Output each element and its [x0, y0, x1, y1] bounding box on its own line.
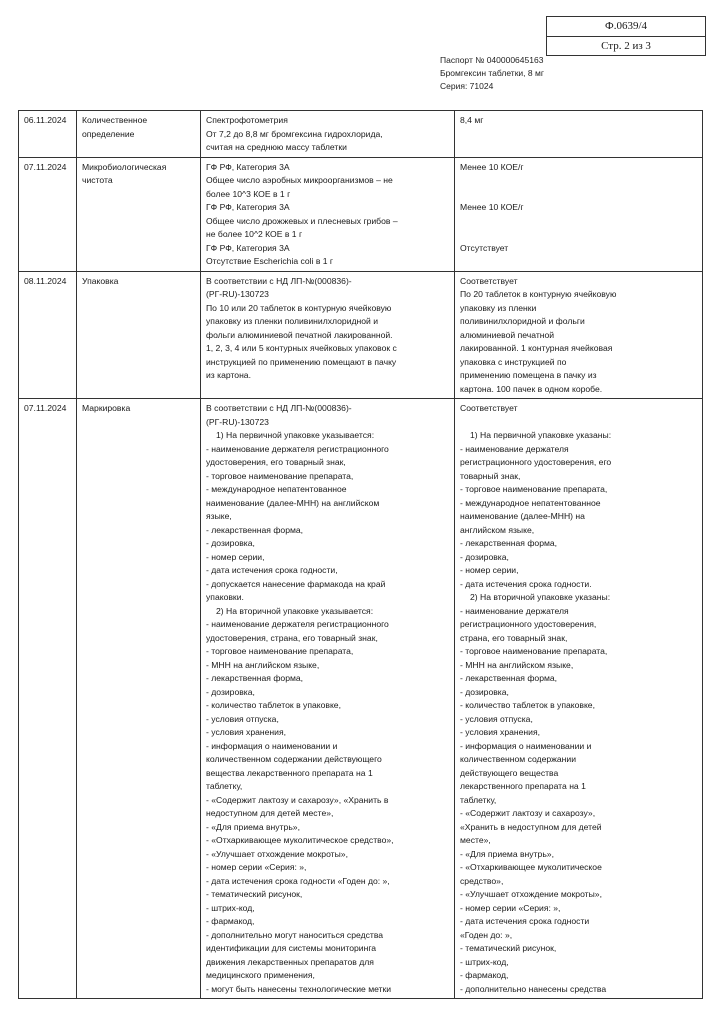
test-result-line: - международное непатентованное	[460, 497, 601, 508]
test-requirement-line: (РГ-RU)-130723	[206, 416, 269, 427]
test-result-line: наименование (далее-МНН) на	[460, 511, 585, 521]
table-row	[19, 399, 703, 999]
test-result-line: - «Содержит лактозу и сахарозу»,	[460, 808, 596, 818]
test-result-line: - торговое наименование препарата,	[460, 646, 608, 656]
test-result-line: - дата истечения срока годности	[460, 916, 590, 926]
test-name-line: определение	[82, 128, 135, 139]
test-requirement-line: количественном содержании действующего	[206, 754, 382, 764]
table-row	[19, 111, 703, 158]
test-requirement	[201, 111, 455, 158]
test-name-line: Микробиологическая	[82, 161, 167, 172]
test-requirement-line: - торговое наименование препарата,	[206, 646, 354, 656]
test-requirement-line: - дата истечения срока годности,	[206, 565, 338, 575]
test-result-line: - условия хранения,	[460, 727, 541, 737]
table-row	[19, 271, 703, 399]
test-result-line: - тематический рисунок,	[460, 943, 557, 953]
test-result-line: страна, его товарный знак,	[460, 632, 568, 643]
test-requirement-line: - «Улучшает отхождение мокроты»,	[206, 848, 348, 859]
test-result-line	[460, 188, 697, 202]
test-requirement-line: - наименование держателя регистрационного	[206, 619, 389, 629]
test-result-line: 8,4 мг	[460, 115, 484, 125]
test-requirement-line: - фармакод,	[206, 916, 255, 926]
test-result-line: применению помещена в пачку из	[460, 370, 597, 380]
test-requirement-line: (РГ-RU)-130723	[206, 289, 269, 299]
test-requirement-line: - дата истечения срока годности «Годен до: »,	[206, 875, 390, 886]
test-result-line: - информация о наименовании и	[460, 740, 592, 751]
test-result-line: По 20 таблеток в контурную ячейковую	[460, 289, 617, 299]
test-requirement-line: ГФ РФ, Категория 3А	[206, 242, 290, 253]
test-requirement-line: По 10 или 20 таблеток в контурную ячейковую	[206, 302, 392, 313]
test-requirement-line: - дозировка,	[206, 538, 255, 548]
test-requirement-line: Общее число аэробных микроорганизмов – не	[206, 175, 393, 185]
test-result-line: картона. 100 пачек в одном коробе.	[460, 383, 603, 394]
test-requirement-line: - могут быть нанесены технологические метки	[206, 983, 392, 994]
test-requirement-line: - дополнительно могут наноситься средства	[206, 929, 384, 940]
test-requirement-line: - международное непатентованное	[206, 484, 347, 494]
test-result-line	[460, 228, 697, 242]
test-result-line: - дозировка,	[460, 686, 509, 697]
test-result-line: «Годен до: »,	[460, 929, 513, 940]
test-result-line: - «Отхаркивающее муколитическое	[460, 862, 602, 872]
test-result-line	[460, 215, 697, 229]
test-result-line: - наименование держателя	[460, 605, 569, 616]
test-requirement-line: движения лекарственных препаратов для	[206, 956, 374, 967]
test-requirement-line: - наименование держателя регистрационного	[206, 443, 389, 454]
test-result-line: упаковка с инструкцией по	[460, 356, 567, 367]
test-name-line: Количественное	[82, 115, 148, 125]
test-result-line: алюминиевой печатной	[460, 329, 555, 340]
page-indicator: Стр. 2 из 3	[601, 40, 651, 52]
test-requirement-line: таблетку,	[206, 781, 243, 791]
test-result-line: - наименование держателя	[460, 443, 569, 454]
test-result-line: - дополнительно нанесены средства	[460, 983, 607, 994]
passport-header	[440, 54, 544, 93]
test-result-line: месте»,	[460, 835, 491, 845]
test-date	[19, 271, 77, 399]
test-requirement-line: 1, 2, 3, 4 или 5 контурных ячейковых упаковок с	[206, 343, 397, 353]
test-requirement-line: - допускается нанесение фармакода на край	[206, 578, 386, 589]
test-result-line: - количество таблеток в упаковке,	[460, 700, 595, 710]
test-result-line: Соответствует	[460, 403, 518, 413]
test-result-line: «Хранить в недоступном для детей	[460, 821, 602, 832]
test-result-line: регистрационного удостоверения,	[460, 619, 597, 629]
test-result-line	[460, 416, 697, 430]
test-requirement-line: идентификации для системы мониторинга	[206, 943, 377, 953]
test-requirement-line: - лекарственная форма,	[206, 524, 304, 535]
test-result	[455, 111, 703, 158]
test-requirement-line: ГФ РФ, Категория 3А	[206, 161, 290, 172]
test-requirement-line: вещества лекарственного препарата на 1	[206, 767, 373, 778]
test-requirement-line: - лекарственная форма,	[206, 673, 304, 683]
test-requirement-line: - «Отхаркивающее муколитическое средство»,	[206, 835, 394, 845]
test-requirement-line: наименование (далее-МНН) на английском	[206, 497, 380, 508]
test-result	[455, 399, 703, 999]
test-requirement-line: недоступном для детей месте»,	[206, 808, 334, 818]
test-name-line: Маркировка	[82, 403, 131, 413]
test-result-line: - номер серии «Серия: »,	[460, 902, 561, 913]
test-name	[77, 111, 201, 158]
test-result-line: Отсутствует	[460, 242, 509, 253]
test-result-line: упаковку из пленки	[460, 302, 537, 313]
test-result-line: - дозировка,	[460, 551, 509, 562]
test-name	[77, 157, 201, 271]
test-requirement-line: - номер серии,	[206, 551, 265, 562]
test-requirement-line: считая на среднюю массу таблетки	[206, 142, 347, 152]
test-result-line: - лекарственная форма,	[460, 538, 558, 548]
test-requirement-line: - условия хранения,	[206, 727, 287, 737]
test-requirement	[201, 271, 455, 399]
test-result-line: - фармакод,	[460, 970, 509, 980]
test-result-line: 2) На вторичной упаковке указаны:	[470, 592, 611, 602]
test-requirement-line: 2) На вторичной упаковке указывается:	[216, 605, 374, 616]
test-result-line: английском языке,	[460, 524, 535, 535]
test-requirement-line: - количество таблеток в упаковке,	[206, 700, 341, 710]
test-result-line: - торговое наименование препарата,	[460, 484, 608, 494]
test-requirement-line: - тематический рисунок,	[206, 889, 303, 899]
test-name-line: Упаковка	[82, 275, 119, 286]
test-requirement-line: - «Содержит лактозу и сахарозу», «Хранить в	[206, 794, 389, 805]
table-row	[19, 157, 703, 271]
test-date-line: 06.11.2024	[24, 115, 67, 125]
test-result-line: - «Для приема внутрь»,	[460, 848, 554, 859]
test-requirement-line: - штрих-код,	[206, 902, 255, 913]
test-result-line	[460, 174, 697, 188]
test-result-line: лакированной. 1 контурная ячейковая	[460, 343, 613, 353]
test-requirement-line: В соответствии с НД ЛП-№(000836)-	[206, 403, 352, 413]
test-requirement-line: медицинского применения,	[206, 970, 315, 980]
test-requirement-line: - дозировка,	[206, 686, 255, 697]
test-result-line: Менее 10 КОЕ/г	[460, 161, 524, 172]
test-result-line: количественном содержании	[460, 754, 576, 764]
test-requirement	[201, 399, 455, 999]
test-result	[455, 271, 703, 399]
test-result-line: товарный знак,	[460, 470, 521, 481]
test-date-line: 07.11.2024	[24, 403, 67, 413]
test-name	[77, 271, 201, 399]
test-date	[19, 111, 77, 158]
test-requirement-line: более 10^3 КОЕ в 1 г	[206, 188, 291, 199]
test-result-line: - МНН на английском языке,	[460, 659, 574, 670]
test-requirement-line: В соответствии с НД ЛП-№(000836)-	[206, 275, 352, 286]
test-results-table	[18, 110, 703, 999]
test-result-line: действующего вещества	[460, 767, 559, 778]
test-result-line: поливинилхлоридной и фольги	[460, 316, 585, 326]
form-number-box	[546, 16, 706, 56]
test-requirement-line: - информация о наименовании и	[206, 740, 338, 751]
test-requirement-line: удостоверения, его товарный знак,	[206, 457, 346, 467]
test-requirement-line: - торговое наименование препарата,	[206, 470, 354, 481]
test-requirement-line: - условия отпуска,	[206, 713, 279, 724]
test-result-line: Менее 10 КОЕ/г	[460, 202, 524, 212]
test-result-line: 1) На первичной упаковке указаны:	[470, 430, 612, 440]
test-date	[19, 399, 77, 999]
batch-number: Серия: 71024	[440, 81, 494, 91]
test-requirement-line: из картона.	[206, 370, 251, 380]
test-date	[19, 157, 77, 271]
test-date-line: 07.11.2024	[24, 161, 67, 172]
passport-number: Паспорт № 040000645163	[440, 55, 544, 65]
test-requirement-line: упаковки.	[206, 592, 244, 602]
test-result-line: - «Улучшает отхождение мокроты»,	[460, 889, 602, 899]
test-result-line: - дата истечения срока годности.	[460, 578, 592, 589]
test-requirement-line: - номер серии «Серия: »,	[206, 862, 307, 872]
test-result-line: - условия отпуска,	[460, 713, 533, 724]
test-requirement-line: фольги алюминиевой печатной лакированной.	[206, 329, 393, 340]
test-date-line: 08.11.2024	[24, 275, 67, 286]
test-requirement	[201, 157, 455, 271]
test-result-line: лекарственного препарата на 1	[460, 781, 586, 791]
test-requirement-line: - «Для приема внутрь»,	[206, 821, 300, 832]
test-requirement-line: удостоверения, страна, его товарный знак,	[206, 632, 378, 643]
test-requirement-line: 1) На первичной упаковке указывается:	[216, 430, 375, 440]
test-requirement-line: не более 10^2 КОЕ в 1 г	[206, 229, 303, 239]
test-result-line: - лекарственная форма,	[460, 673, 558, 683]
test-requirement-line: - МНН на английском языке,	[206, 659, 320, 670]
test-requirement-line: инструкцией по применению помещают в пачку	[206, 356, 397, 367]
test-requirement-line: От 7,2 до 8,8 мг бромгексина гидрохлорида,	[206, 128, 383, 139]
product-name: Бромгексин таблетки, 8 мг	[440, 68, 544, 78]
test-result-line: - номер серии,	[460, 565, 519, 575]
test-result-line: Соответствует	[460, 275, 518, 286]
test-result-line: - штрих-код,	[460, 956, 509, 967]
test-requirement-line: Спектрофотометрия	[206, 115, 288, 125]
test-requirement-line: языке,	[206, 511, 232, 521]
test-result-line: таблетку,	[460, 794, 497, 805]
test-result	[455, 157, 703, 271]
test-requirement-line: упаковку из пленки поливинилхлоридной и	[206, 316, 379, 326]
test-result-line: регистрационного удостоверения, его	[460, 457, 612, 467]
test-requirement-line: Общее число дрожжевых и плесневых грибов –	[206, 215, 398, 226]
test-requirement-line: Отсутствие Escherichia coli в 1 г	[206, 256, 334, 266]
test-name-line: чистота	[82, 175, 113, 185]
test-result-line	[460, 255, 697, 269]
test-result-line: средство»,	[460, 875, 504, 886]
test-name	[77, 399, 201, 999]
form-code: Ф.0639/4	[547, 17, 705, 37]
test-requirement-line: ГФ РФ, Категория 3А	[206, 202, 290, 212]
